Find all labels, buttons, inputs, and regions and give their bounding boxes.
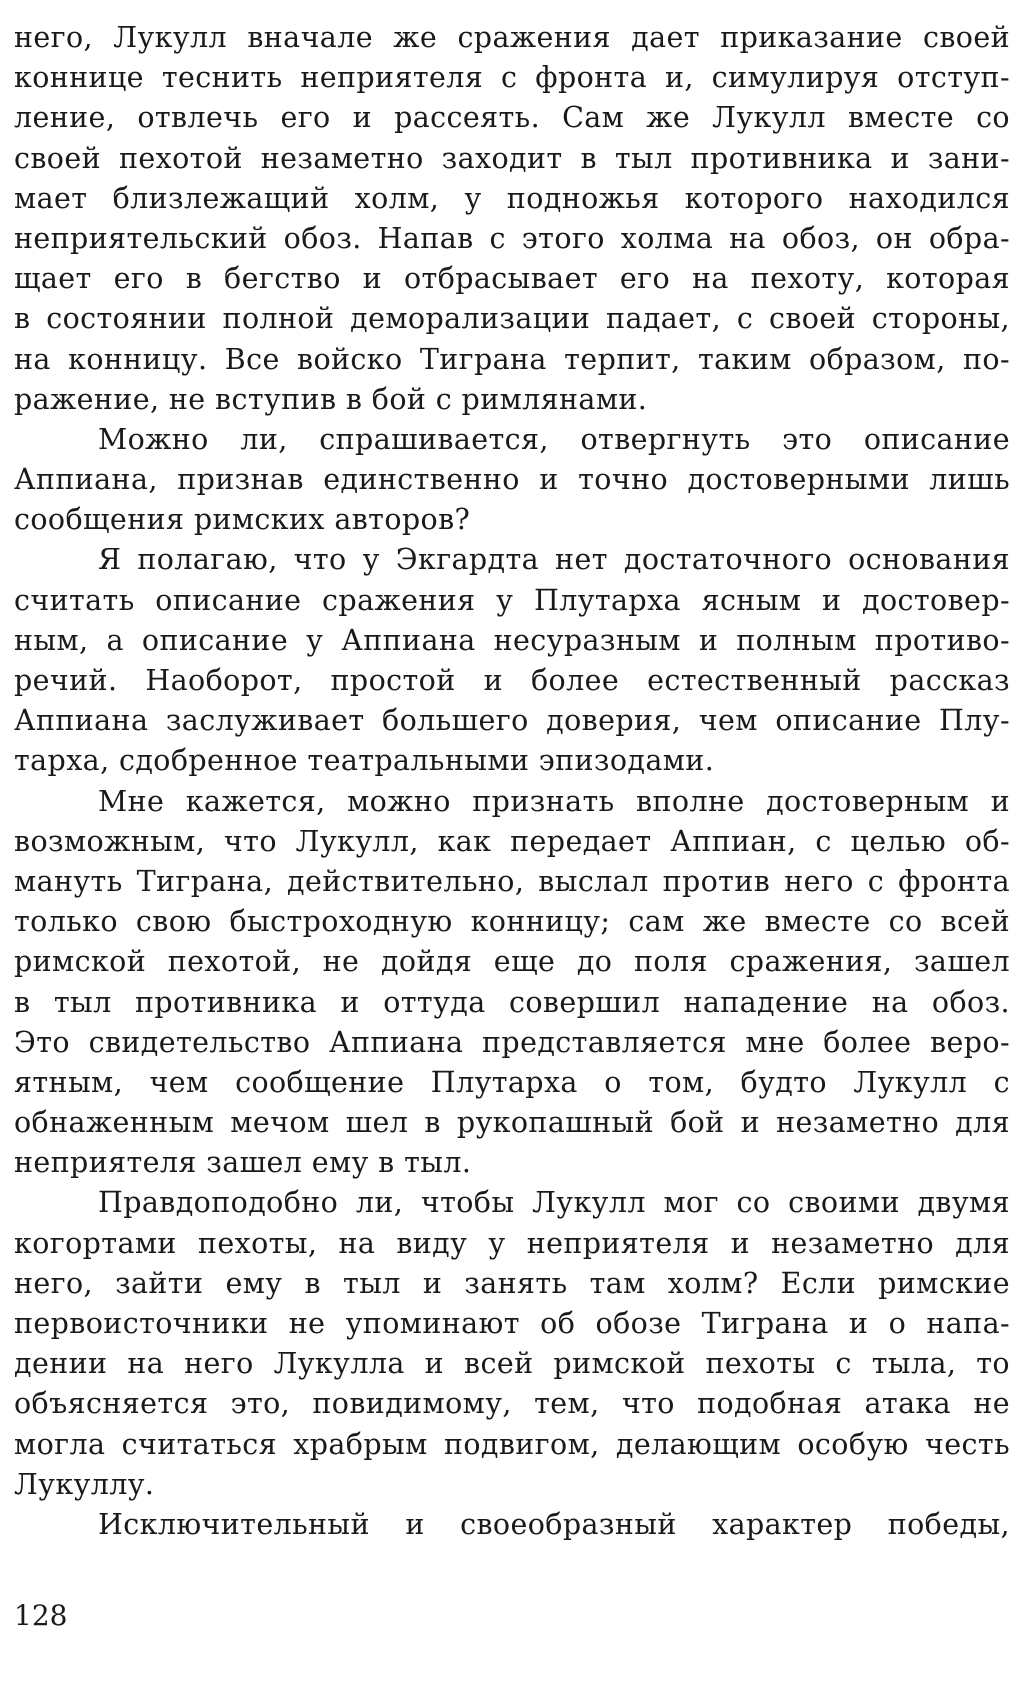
text-line: в состоянии полной деморализации падает, с своей стороны,	[14, 302, 1010, 336]
text-line: него, Лукулл вначале же сражения дает приказание своей	[14, 21, 1010, 54]
text-line: объясняется это, повидимому, тем, что подобная атака не	[14, 1387, 1010, 1421]
text-line: обнаженным мечом шел в рукопашный бой и незаметно для	[14, 1106, 1010, 1140]
text-line: щает его в бегство и отбрасывает его на пехоту, которая	[14, 262, 1010, 296]
text-line: возможным, что Лукулл, как передает Аппиан, с целью об-	[14, 824, 1010, 858]
page-body	[14, 18, 1010, 1545]
text-line: Лукуллу.	[14, 1467, 155, 1501]
text-line: мает близлежащий холм, у подножья которого находился	[14, 181, 1010, 215]
text-line: речий. Наоборот, простой и более естественный рассказ	[14, 664, 1010, 697]
text-line: него, зайти ему в тыл и занять там холм? Если римские	[14, 1266, 1010, 1300]
page-number: 128	[14, 1599, 68, 1632]
text-line: первоисточники не упоминают об обозе Тиграна и о напа-	[14, 1307, 1010, 1340]
text-line: Мне кажется, можно признать вполне достоверным и	[98, 784, 1010, 818]
text-line: могла считаться храбрым подвигом, делающим особую честь	[14, 1427, 1010, 1461]
text-line: неприятельский обоз. Напав с этого холма на обоз, он обра-	[14, 221, 1010, 255]
text-line: когортами пехоты, на виду у неприятеля и незаметно для	[14, 1226, 1010, 1260]
text-line: Исключительный и своеобразный характер победы,	[98, 1507, 1010, 1541]
text-line: своей пехотой незаметно заходит в тыл противника и зани-	[14, 141, 1010, 175]
text-line: тарха, сдобренное театральными эпизодами.	[14, 744, 715, 778]
text-line: ражение, не вступив в бой с римлянами.	[14, 382, 648, 416]
text-line: на конницу. Все войско Тиграна терпит, таким образом, по-	[14, 342, 1010, 376]
text-line: в тыл противника и оттуда совершил нападение на обоз.	[14, 985, 1010, 1019]
text-line: дении на него Лукулла и всей римской пехоты с тыла, то	[14, 1347, 1010, 1381]
text-line: коннице теснить неприятеля с фронта и, симулируя отступ-	[14, 61, 1010, 95]
text-line: ятным, чем сообщение Плутарха о том, будто Лукулл с	[14, 1065, 1010, 1099]
text-line: ным, а описание у Аппиана несуразным и полным противо-	[14, 623, 1010, 657]
text-line: ление, отвлечь его и рассеять. Сам же Лукулл вместе со	[14, 101, 1010, 135]
text-line: мануть Тиграна, действительно, выслал против него с фронта	[14, 864, 1010, 898]
text-line: неприятеля зашел ему в тыл.	[14, 1146, 472, 1180]
text-line: Это свидетельство Аппиана представляется мне более веро-	[14, 1025, 1010, 1059]
text-line: Правдоподобно ли, чтобы Лукулл мог со своими двумя	[98, 1186, 1010, 1220]
text-line: Я полагаю, что у Экгардта нет достаточного основания	[98, 543, 1010, 577]
text-line: считать описание сражения у Плутарха ясным и достовер-	[14, 583, 1010, 617]
text-line: только свою быстроходную конницу; сам же вместе со всей	[14, 905, 1010, 939]
text-line: Аппиана, признав единственно и точно достоверными лишь	[14, 463, 1010, 497]
text-line: Аппиана заслуживает большего доверия, чем описание Плу-	[14, 704, 1010, 738]
text-line: римской пехотой, не дойдя еще до поля сражения, зашел	[14, 945, 1010, 979]
text-line: сообщения римских авторов?	[14, 503, 471, 537]
text-line: Можно ли, спрашивается, отвергнуть это описание	[98, 422, 1010, 456]
